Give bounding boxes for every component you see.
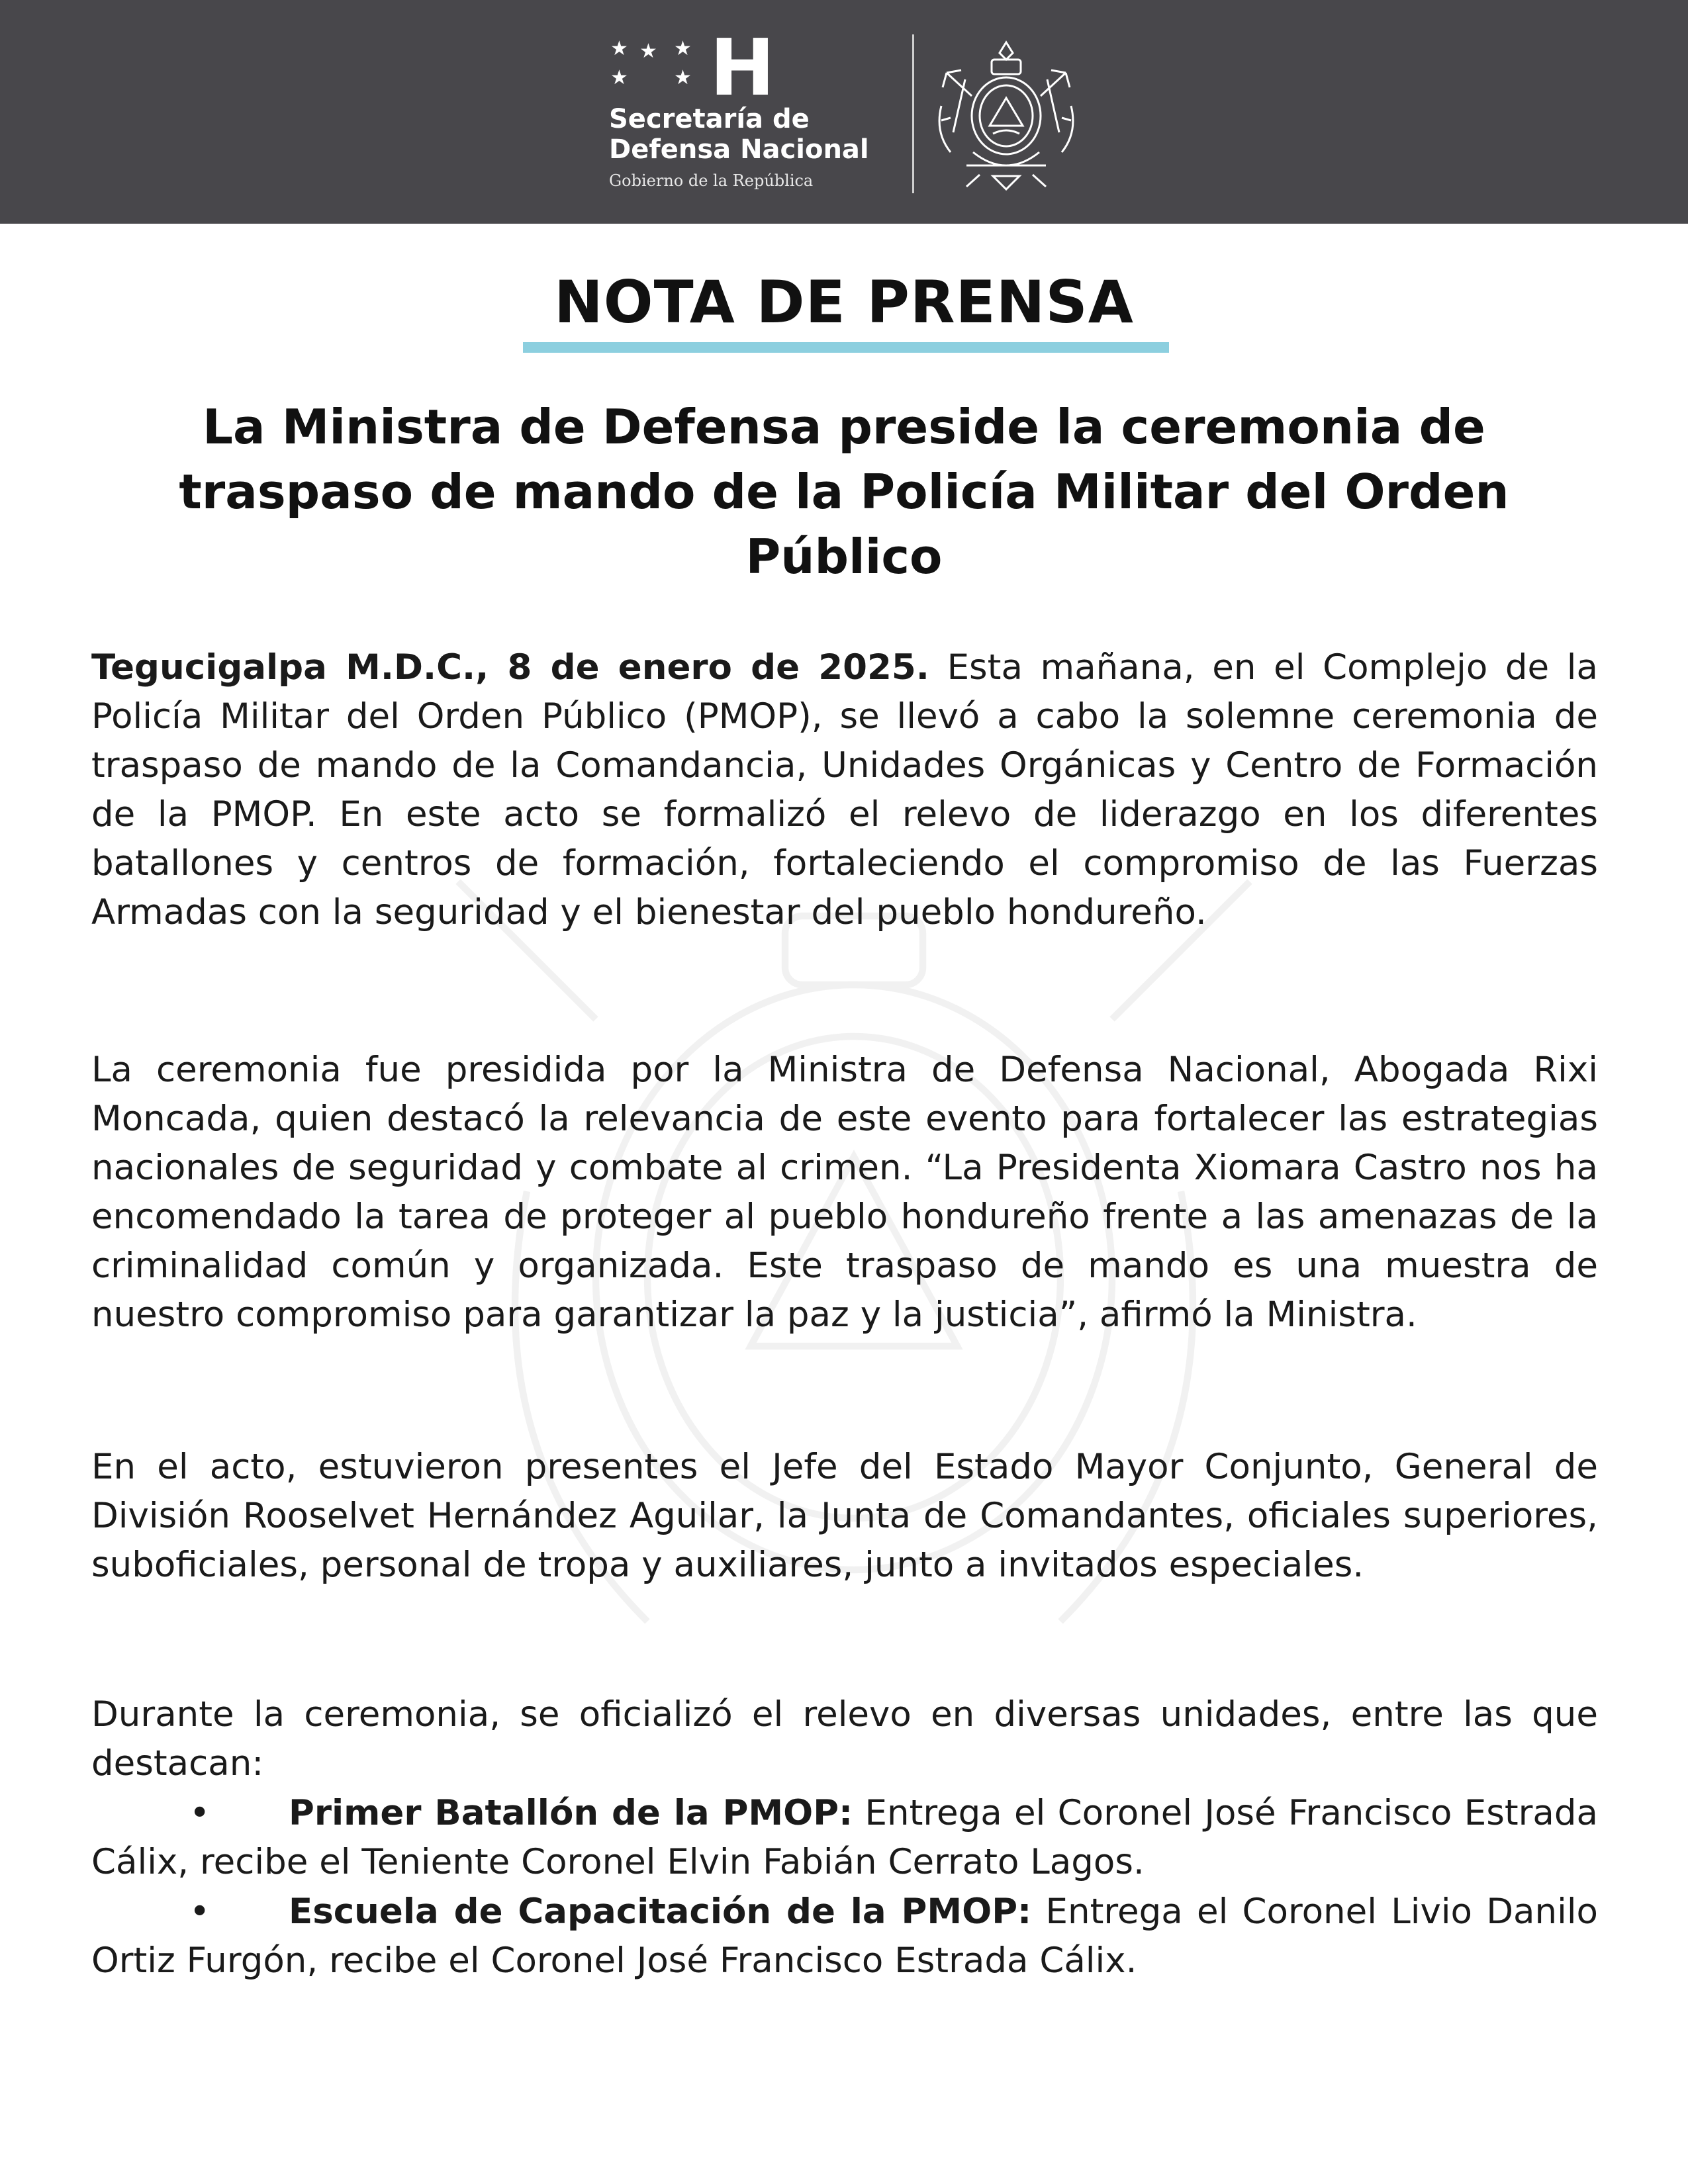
paragraph-intro-text: Esta mañana, en el Complejo de la Policía Militar del Orden Público (PMOP), se llevó a cabo la solemne ceremonia de traspaso de mando de la Comandancia, Unidades Orgánicas y Centro de Formación de la PMOP. En este acto se formalizó el relevo de liderazgo en los diferentes batallones y centros de formación, fortaleciendo el compromiso de las Fuerzas Armadas con la seguridad y el bienestar del pueblo hondureño. <box>91 647 1598 933</box>
org-name-line2: Defensa Nacional <box>609 134 869 165</box>
honduras-coat-of-arms-icon <box>927 33 1086 195</box>
org-subtitle: Gobierno de la República <box>609 171 814 190</box>
list-item-text: Entrega el Coronel José Francisco Estrada Cálix, recibe el Teniente Coronel Elvin Fabián Cerrato Lagos. <box>91 1793 1598 1882</box>
dateline: Tegucigalpa M.D.C., 8 de enero de 2025. <box>91 647 929 688</box>
star-icon: ★ <box>610 37 628 60</box>
bullet-marker: • <box>189 1793 211 1833</box>
star-icon: ★ <box>639 40 657 63</box>
header-banner <box>0 0 1688 224</box>
paragraph-ceremony: La ceremonia fue presidida por la Ministra de Defensa Nacional, Abogada Rixi Moncada, quien destacó la relevancia de este evento para fortalecer las estrategias nacionales de seguridad y combate al crimen. “La Presidenta Xiomara Castro nos ha encomendado la tarea de proteger al pueblo hondureño frente a las amenazas de la criminalidad común y organizada. Este traspaso de mando es una muestra de nuestro compromiso para garantizar la paz y la justicia”, afirmó la Ministra. <box>91 1050 1598 1335</box>
header-divider <box>912 34 914 193</box>
list-item-heading: Escuela de Capacitación de la PMOP: <box>289 1891 1032 1932</box>
paragraph-attendees: En el acto, estuvieron presentes el Jefe del Estado Mayor Conjunto, General de División Rooselvet Hernández Aguilar, la Junta de Comandantes, oficiales superiores, suboficiales, personal de tropa y auxiliares, junto a invitados especiales. <box>91 1447 1598 1585</box>
paragraph-units-intro: Durante la ceremonia, se oficializó el relevo en diversas unidades, entre las que destacan: <box>91 1694 1598 1784</box>
paragraph-intro <box>91 643 1598 937</box>
title-underline <box>523 342 1169 353</box>
list-item-text: Entrega el Coronel Livio Danilo Ortiz Furgón, recibe el Coronel José Francisco Estrada Cálix. <box>91 1891 1598 1981</box>
star-icon: ★ <box>674 37 692 60</box>
stars-icon <box>609 36 702 109</box>
bullet-marker: • <box>189 1891 211 1932</box>
star-icon: ★ <box>610 66 628 89</box>
page-title: NOTA DE PRENSA <box>554 268 1134 336</box>
headline: La Ministra de Defensa preside la ceremonia de traspaso de mando de la Policía Militar del Orden Público <box>179 399 1509 584</box>
logo-letter: H <box>710 22 775 113</box>
list-item-heading: Primer Batallón de la PMOP: <box>289 1793 853 1833</box>
org-name-line1: Secretaría de <box>609 104 810 134</box>
secretaria-logo <box>609 22 920 195</box>
list-item <box>91 1888 1598 1985</box>
list-item <box>91 1789 1598 1887</box>
star-icon: ★ <box>674 66 692 89</box>
